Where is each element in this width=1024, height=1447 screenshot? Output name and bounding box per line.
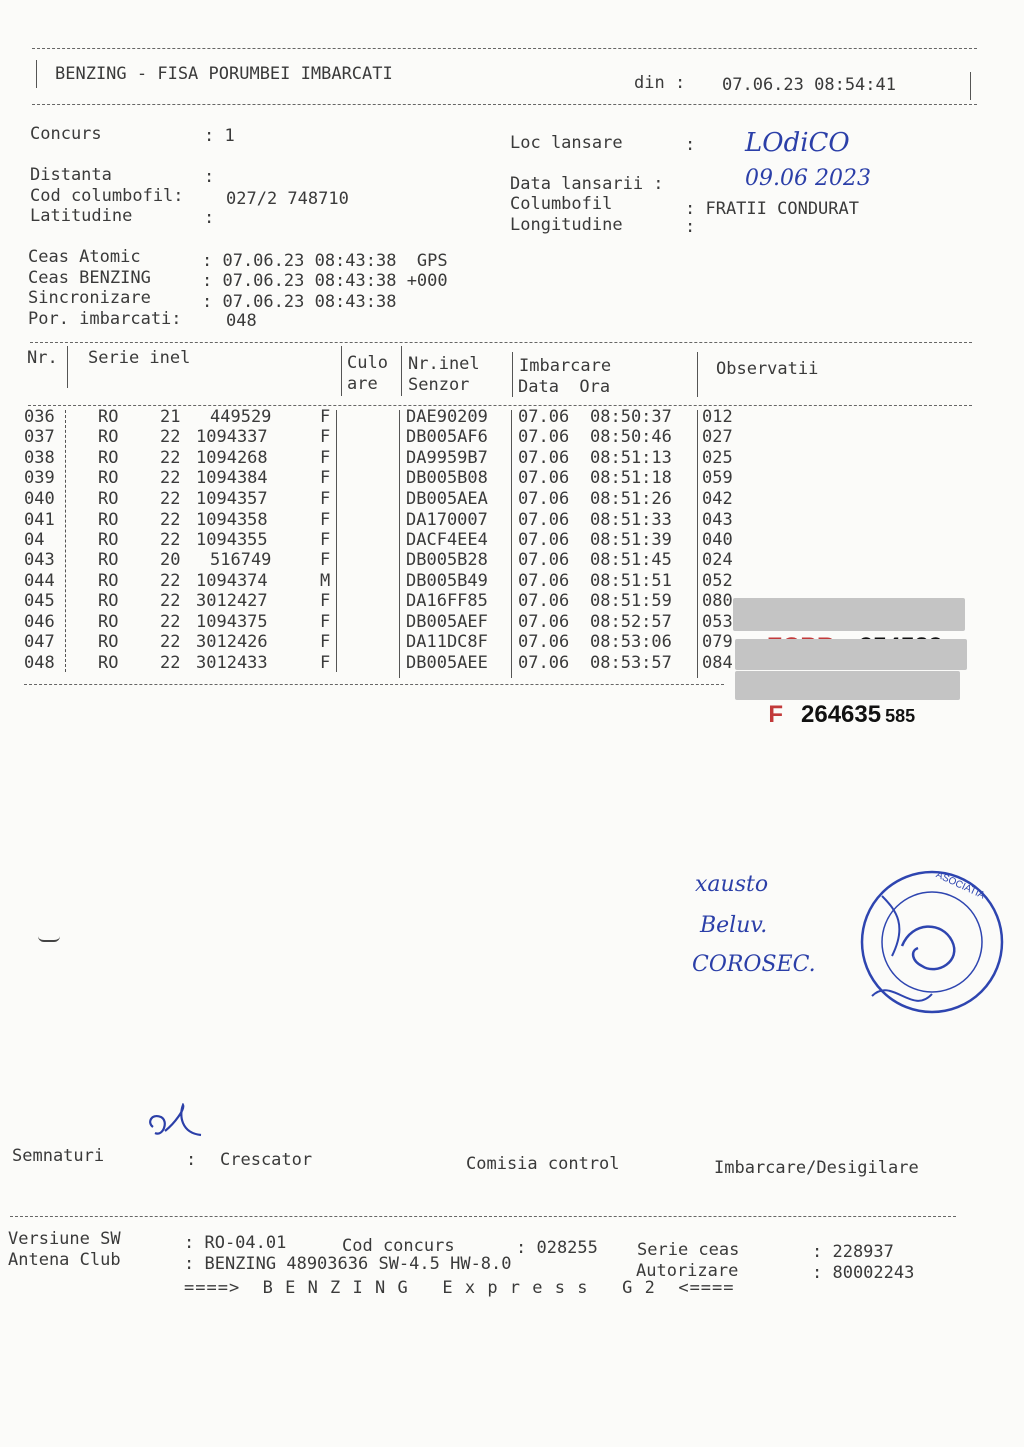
row-date: 07.06: [518, 632, 570, 652]
row-ring: 1094384: [196, 468, 268, 488]
data-lansarii-label: Data lansarii :: [510, 174, 664, 194]
col-sep-imbarcare: [697, 352, 698, 397]
row-ring: 1094375: [196, 612, 268, 632]
row-country: RO: [98, 448, 119, 468]
handwritten-name-1: xausto: [695, 872, 769, 897]
row-country: RO: [98, 530, 119, 550]
porumbei-imbarcati-value: 048: [226, 311, 257, 331]
ceas-benzing-label: Ceas BENZING: [28, 268, 151, 288]
row-year: 22: [160, 510, 181, 530]
antena-club-value: : BENZING 48903636 SW-4.5 HW-8.0: [184, 1254, 512, 1274]
scan-mark: [38, 936, 60, 942]
latitudine-value: :: [204, 208, 215, 228]
row-sensor: DA9959B7: [406, 448, 488, 468]
semnaturi-colon: :: [186, 1150, 197, 1170]
row-ring: 3012426: [196, 632, 268, 652]
row-country: RO: [98, 468, 119, 488]
row-ring: 1094357: [196, 489, 268, 509]
din-label: din :: [634, 73, 686, 93]
footer-divider: [10, 1216, 956, 1217]
row-nr: 044: [24, 571, 55, 591]
header-serie-inel: Serie inel: [88, 348, 191, 368]
versiune-sw-value: : RO-04.01: [184, 1233, 287, 1253]
handwritten-loc-lansare: LOdiCO: [745, 128, 850, 158]
row-year: 20: [160, 550, 181, 570]
row-ring: 1094358: [196, 510, 268, 530]
col-sep-nr: [67, 346, 68, 388]
col-sep-senzor: [512, 352, 513, 397]
row-nr: 045: [24, 591, 55, 611]
row-obs: 059: [702, 468, 733, 488]
association-stamp-icon: [852, 866, 1012, 1026]
row-sensor: DB005AEE: [406, 653, 488, 673]
row-obs: 025: [702, 448, 733, 468]
handwritten-name-3: COROSEC.: [692, 952, 816, 977]
col-sep-culo: [401, 346, 402, 396]
table-row: [0, 468, 1024, 488]
longitudine-label: Longitudine: [510, 215, 623, 235]
row-nr: 039: [24, 468, 55, 488]
row-date: 07.06: [518, 407, 570, 427]
table-row: [0, 489, 1024, 509]
row-time: 08:51:51: [590, 571, 672, 591]
distanta-value: :: [204, 167, 215, 187]
crescator-label: Crescator: [220, 1150, 313, 1170]
seal-sticker-2: [735, 639, 967, 670]
row-sensor: DB005AEA: [406, 489, 488, 509]
row-year: 22: [160, 571, 181, 591]
row-nr: 048: [24, 653, 55, 673]
row-country: RO: [98, 427, 119, 447]
row-time: 08:50:46: [590, 427, 672, 447]
table-bottom-border: [24, 684, 724, 685]
ceas-atomic-value: : 07.06.23 08:43:38 GPS: [202, 251, 448, 271]
ceas-benzing-value: : 07.06.23 08:43:38 +000: [202, 271, 448, 291]
row-sensor: DB005AF6: [406, 427, 488, 447]
row-sex: F: [320, 448, 331, 468]
row-ring: 1094355: [196, 530, 268, 550]
handwritten-name-2: Beluv.: [700, 913, 768, 938]
longitudine-value: :: [685, 217, 696, 237]
row-year: 22: [160, 427, 181, 447]
row-country: RO: [98, 407, 119, 427]
stamp-text: ASOCIATIA: [934, 869, 987, 902]
row-year: 22: [160, 530, 181, 550]
row-ring: 1094374: [196, 571, 268, 591]
header-data-ora: Data Ora: [518, 377, 611, 397]
row-date: 07.06: [518, 612, 570, 632]
loc-lansare-colon: :: [685, 135, 696, 155]
table-row: [0, 407, 1024, 427]
row-year: 22: [160, 448, 181, 468]
row-obs: 052: [702, 571, 733, 591]
row-country: RO: [98, 591, 119, 611]
header-right-border: [970, 72, 971, 100]
loc-lansare-label: Loc lansare: [510, 133, 623, 153]
row-sensor: DB005B28: [406, 550, 488, 570]
header-bottom-border: [32, 104, 977, 105]
brand-line: ====> B E N Z I N G E x p r e s s G 2 <====: [184, 1278, 735, 1298]
ceas-atomic-label: Ceas Atomic: [28, 247, 141, 267]
table-row: [0, 427, 1024, 447]
row-date: 07.06: [518, 653, 570, 673]
row-nr: 043: [24, 550, 55, 570]
row-country: RO: [98, 632, 119, 652]
row-sensor: DAE90209: [406, 407, 488, 427]
imbarcare-desigilare-label: Imbarcare/Desigilare: [714, 1158, 919, 1178]
row-sensor: DB005B49: [406, 571, 488, 591]
antena-club-label: Antena Club: [8, 1250, 121, 1270]
row-time: 08:51:33: [590, 510, 672, 530]
table-row: [0, 510, 1024, 530]
table-header-border: [28, 405, 972, 406]
row-country: RO: [98, 489, 119, 509]
document-title: BENZING - FISA PORUMBEI IMBARCATI: [55, 64, 393, 84]
row-obs: 084: [702, 653, 733, 673]
row-sensor: DB005B08: [406, 468, 488, 488]
row-year: 21: [160, 407, 181, 427]
row-obs: 040: [702, 530, 733, 550]
header-senzor: Senzor: [408, 375, 470, 395]
row-country: RO: [98, 653, 119, 673]
row-date: 07.06: [518, 550, 570, 570]
row-ring: 3012427: [196, 591, 268, 611]
row-year: 22: [160, 612, 181, 632]
row-nr: 041: [24, 510, 55, 530]
row-sex: F: [320, 427, 331, 447]
row-ring: 1094268: [196, 448, 268, 468]
serie-ceas-value: : 228937: [812, 1242, 894, 1262]
row-time: 08:51:13: [590, 448, 672, 468]
cod-columbofil-label: Cod columbofil:: [30, 186, 184, 206]
row-year: 22: [160, 489, 181, 509]
row-sensor: DB005AEF: [406, 612, 488, 632]
header-imbarcare: Imbarcare: [519, 356, 612, 376]
row-date: 07.06: [518, 571, 570, 591]
row-obs: 042: [702, 489, 733, 509]
concurs-label: Concurs: [30, 124, 102, 144]
row-sensor: DA16FF85: [406, 591, 488, 611]
row-obs: 024: [702, 550, 733, 570]
distanta-label: Distanta: [30, 165, 112, 185]
cod-concurs-value: : 028255: [516, 1238, 598, 1258]
row-date: 07.06: [518, 530, 570, 550]
header-culoare-1: Culo: [347, 353, 388, 373]
concurs-value: : 1: [204, 126, 235, 146]
autorizare-value: : 80002243: [812, 1263, 915, 1283]
row-sex: F: [320, 510, 331, 530]
seal-sticker-3-suffix: 585: [885, 706, 916, 726]
table-row: [0, 530, 1024, 550]
row-ring: 449529: [210, 407, 272, 427]
row-date: 07.06: [518, 468, 570, 488]
row-sex: F: [320, 407, 331, 427]
seal-sticker-3: [735, 671, 960, 728]
row-time: 08:50:37: [590, 407, 672, 427]
row-date: 07.06: [518, 510, 570, 530]
col-sep-serie: [341, 346, 342, 396]
semnaturi-label: Semnaturi: [12, 1146, 105, 1166]
header-top-border: [32, 48, 977, 49]
row-nr: 037: [24, 427, 55, 447]
columbofil-value: : FRATII CONDURAT: [685, 199, 859, 219]
table-row: [0, 550, 1024, 570]
row-date: 07.06: [518, 427, 570, 447]
row-country: RO: [98, 571, 119, 591]
row-sex: F: [320, 468, 331, 488]
table-row: [0, 448, 1024, 468]
seal-sticker-3-number: 264635: [801, 701, 882, 728]
handwritten-data-lansarii: 09.06 2023: [745, 166, 871, 191]
sincronizare-label: Sincronizare: [28, 288, 151, 308]
row-sensor: DACF4EE4: [406, 530, 488, 550]
row-sex: F: [320, 632, 331, 652]
row-obs: 053: [702, 612, 733, 632]
cod-columbofil-value: 027/2 748710: [226, 189, 349, 209]
header-observatii: Observatii: [716, 359, 819, 379]
header-culoare-2: are: [347, 374, 378, 394]
row-time: 08:53:06: [590, 632, 672, 652]
row-country: RO: [98, 612, 119, 632]
row-time: 08:51:26: [590, 489, 672, 509]
row-year: 22: [160, 591, 181, 611]
row-sex: F: [320, 489, 331, 509]
seal-sticker-1: [733, 598, 965, 631]
row-year: 22: [160, 468, 181, 488]
row-nr: 038: [24, 448, 55, 468]
table-top-border: [30, 342, 972, 343]
row-time: 08:51:45: [590, 550, 672, 570]
row-time: 08:51:59: [590, 591, 672, 611]
row-sex: F: [320, 530, 331, 550]
table-row: [0, 571, 1024, 591]
seal-sticker-3-prefix: F: [768, 701, 784, 728]
serie-ceas-label: Serie ceas: [637, 1240, 740, 1260]
row-country: RO: [98, 550, 119, 570]
row-obs: 079: [702, 632, 733, 652]
row-nr: 036: [24, 407, 55, 427]
row-time: 08:53:57: [590, 653, 672, 673]
row-obs: 043: [702, 510, 733, 530]
row-date: 07.06: [518, 489, 570, 509]
row-nr: 04: [24, 530, 45, 550]
row-time: 08:51:39: [590, 530, 672, 550]
crescator-signature-icon: [145, 1103, 205, 1143]
row-sex: F: [320, 550, 331, 570]
row-sensor: DA170007: [406, 510, 488, 530]
header-left-border: [36, 60, 37, 88]
porumbei-imbarcati-label: Por. imbarcati:: [28, 309, 182, 329]
row-sex: M: [320, 571, 331, 591]
row-time: 08:52:57: [590, 612, 672, 632]
row-year: 22: [160, 653, 181, 673]
row-obs: 080: [702, 591, 733, 611]
row-ring: 516749: [210, 550, 272, 570]
row-ring: 1094337: [196, 427, 268, 447]
row-year: 22: [160, 632, 181, 652]
row-date: 07.06: [518, 591, 570, 611]
latitudine-label: Latitudine: [30, 206, 133, 226]
header-nr: Nr.: [27, 348, 58, 368]
row-date: 07.06: [518, 448, 570, 468]
row-sex: F: [320, 653, 331, 673]
row-time: 08:51:18: [590, 468, 672, 488]
row-nr: 046: [24, 612, 55, 632]
autorizare-label: Autorizare: [636, 1261, 739, 1281]
row-obs: 027: [702, 427, 733, 447]
header-nr-inel: Nr.inel: [408, 354, 480, 374]
columbofil-label: Columbofil: [510, 194, 613, 214]
sincronizare-value: : 07.06.23 08:43:38: [202, 292, 397, 312]
versiune-sw-label: Versiune SW: [8, 1229, 121, 1249]
row-nr: 040: [24, 489, 55, 509]
din-value: 07.06.23 08:54:41: [722, 75, 896, 95]
row-sensor: DA11DC8F: [406, 632, 488, 652]
row-obs: 012: [702, 407, 733, 427]
row-nr: 047: [24, 632, 55, 652]
row-sex: F: [320, 591, 331, 611]
row-ring: 3012433: [196, 653, 268, 673]
comisia-control-label: Comisia control: [466, 1154, 620, 1174]
row-country: RO: [98, 510, 119, 530]
row-sex: F: [320, 612, 331, 632]
cod-concurs-label: Cod concurs: [342, 1236, 455, 1256]
